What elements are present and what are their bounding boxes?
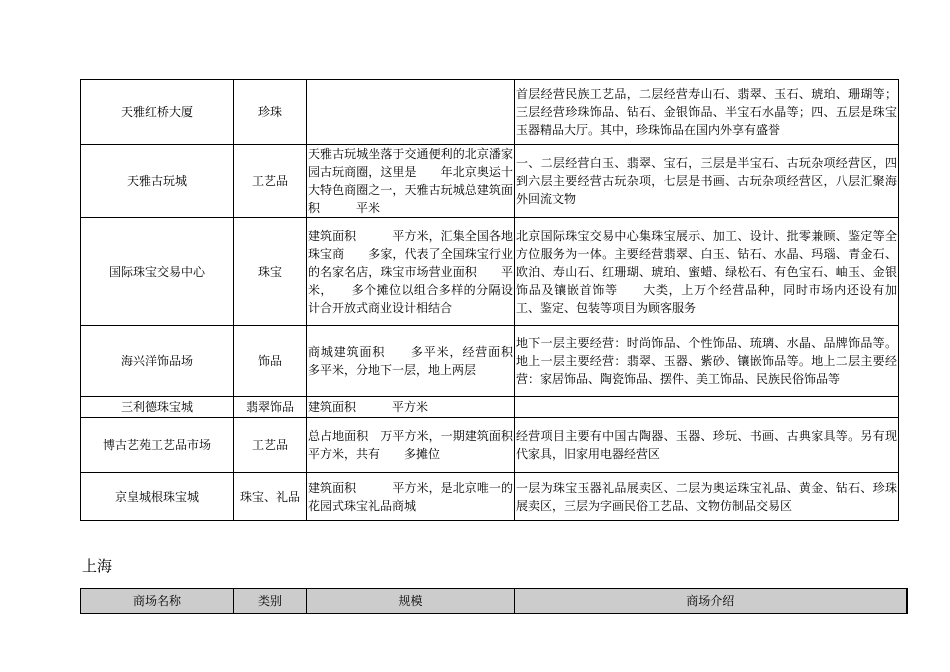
intro-cell: 地下一层主要经营：时尚饰品、个性饰品、琉璃、水晶、品牌饰品等。地上一层主要经营：翡翠、玉器、紫砂、镶嵌饰品等。地上二层主要经营：家居饰品、陶瓷饰品、摆件、美工饰品、民族民俗饰品等 [515,326,899,397]
header-intro: 商场介绍 [515,589,907,614]
scale-cell: 建筑面积 平方米，是北京唯一的花园式珠宝礼品商城 [307,473,515,521]
table-row [81,145,899,218]
market-name-cell: 博古艺苑工艺品市场 [81,418,234,473]
section-title-shanghai: 上海 [82,557,113,575]
table-row [81,473,899,521]
market-name-cell: 三利德珠宝城 [81,397,234,418]
table-row [81,326,899,397]
scale-cell: 总占地面积 万平方米，一期建筑面积 平方米，共有 多摊位 [307,418,515,473]
market-name-cell: 京皇城根珠宝城 [81,473,234,521]
category-cell: 工艺品 [234,145,307,218]
market-name-cell: 国际珠宝交易中心 [81,218,234,326]
table-row [81,80,899,145]
intro-cell: 一、二层经营白玉、翡翠、宝石，三层是半宝石、古玩杂项经营区，四到六层主要经营古玩杂项，七层是书画、古玩杂项经营区，八层汇聚海外回流文物 [515,145,899,218]
table-row [81,397,899,418]
table-header-row [81,589,907,614]
market-name-cell: 海兴洋饰品场 [81,326,234,397]
beijing-market-table [80,79,899,521]
category-cell: 珠宝、礼品 [234,473,307,521]
intro-cell: 一层为珠宝玉器礼品展卖区、二层为奥运珠宝礼品、黄金、钻石、珍珠展卖区，三层为字画民俗工艺品、文物仿制品交易区 [515,473,899,521]
category-cell: 工艺品 [234,418,307,473]
table-row [81,218,899,326]
market-name-cell: 天雅红桥大厦 [81,80,234,145]
category-cell: 珠宝 [234,218,307,326]
category-cell: 饰品 [234,326,307,397]
shanghai-market-table [80,588,908,614]
category-cell: 翡翠饰品 [234,397,307,418]
intro-cell: 北京国际珠宝交易中心集珠宝展示、加工、设计、批零兼顾、鉴定等全方位服务为一体。主要经营翡翠、白玉、钻石、水晶、玛瑙、青金石、欧泊、寿山石、红珊瑚、琥珀、蜜蜡、绿松石、有色宝石、岫玉、金银饰品及镶嵌首饰等 大类，上万个经营品种，同时市场内还设有加工、鉴定、包装等项目为顾客服务 [515,218,899,326]
market-name-cell: 天雅古玩城 [81,145,234,218]
header-category: 类别 [234,589,307,614]
header-market-name: 商场名称 [81,589,234,614]
scale-cell: 天雅古玩城坐落于交通便利的北京潘家园古玩商圈，这里是 年北京奥运十大特色商圈之一，天雅古玩城总建筑面积 平米 [307,145,515,218]
category-cell: 珍珠 [234,80,307,145]
header-scale: 规模 [307,589,515,614]
intro-cell: 经营项目主要有中国古陶器、玉器、珍玩、书画、古典家具等。另有现代家具，旧家用电器经营区 [515,418,899,473]
scale-cell: 商城建筑面积 多平米，经营面积 多平米，分地下一层，地上两层 [307,326,515,397]
intro-cell: 首层经营民族工艺品，二层经营寿山石、翡翠、玉石、琥珀、珊瑚等；三层经营珍珠饰品、钻石、金银饰品、半宝石水晶等；四、五层是珠宝玉器精品大厅。其中，珍珠饰品在国内外享有盛誉 [515,80,899,145]
scale-cell: 建筑面积 平方米，汇集全国各地珠宝商 多家，代表了全国珠宝行业的名家名店，珠宝市场营业面积 平米， 多个摊位以组合多样的分隔设计合开放式商业设计相结合 [307,218,515,326]
scale-cell: 建筑面积 平方米 [307,397,515,418]
table-row [81,418,899,473]
scale-cell [307,80,515,145]
intro-cell [515,397,899,418]
